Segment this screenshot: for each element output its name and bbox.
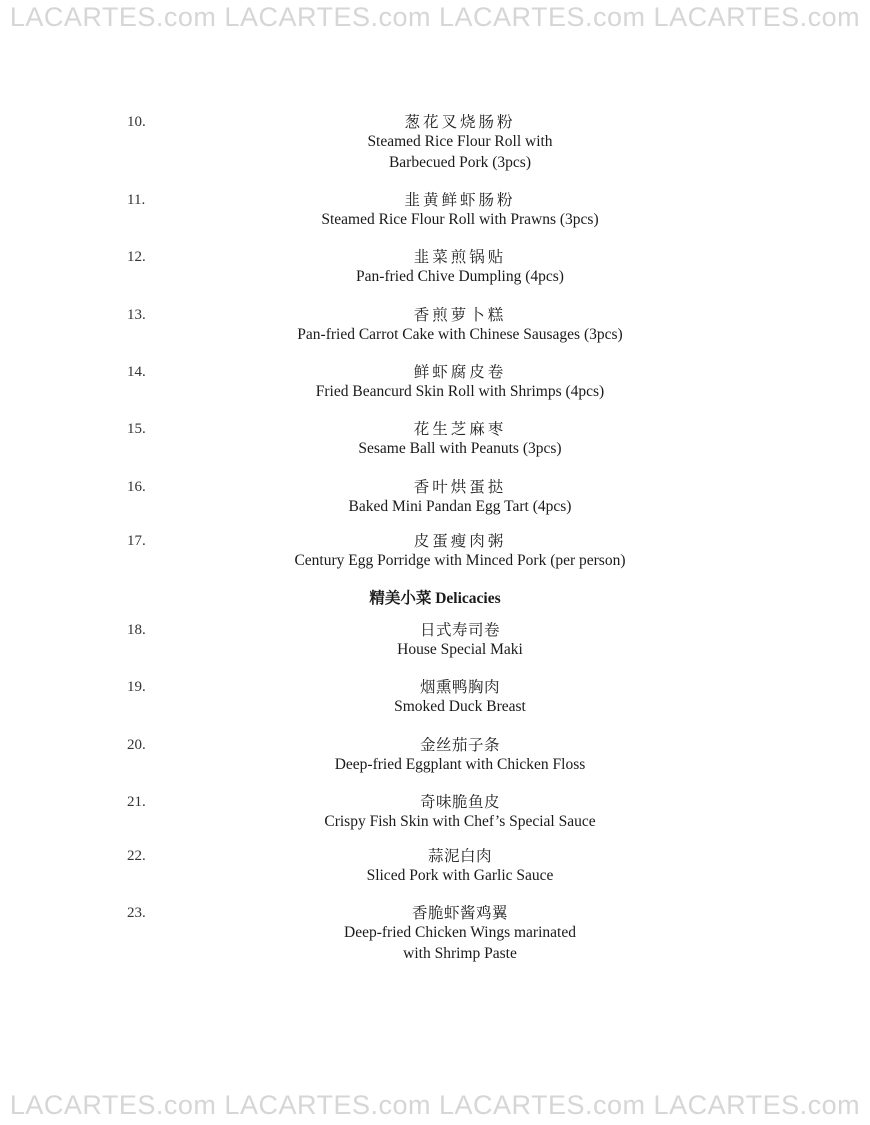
item-name-zh: 金丝茄子条: [419, 736, 500, 754]
item-number: 17.: [127, 533, 146, 549]
item-name-zh: 韭黄鲜虾肠粉: [404, 191, 516, 209]
item-description: [0, 112, 870, 173]
item-name-en: Deep-fried Chicken Wings marinated: [344, 924, 576, 941]
item-number: 22.: [127, 848, 146, 864]
item-name-zh: 韭菜煎锅贴: [413, 248, 507, 266]
section-heading-en: Delicacies: [435, 590, 501, 607]
item-name-en: Fried Beancurd Skin Roll with Shrimps (4pcs): [315, 383, 605, 400]
section-heading-delicacies: [0, 586, 870, 608]
item-name-en: Pan-fried Chive Dumpling (4pcs): [356, 268, 564, 285]
item-description: [0, 362, 870, 403]
item-name-en: Crispy Fish Skin with Chef’s Special Sauce: [324, 813, 596, 830]
item-name-en: Baked Mini Pandan Egg Tart (4pcs): [348, 498, 572, 515]
item-name-en: Smoked Duck Breast: [394, 698, 526, 715]
item-name-zh: 烟熏鸭胸肉: [419, 678, 500, 696]
item-name-en: Deep-fried Eggplant with Chicken Floss: [334, 756, 586, 773]
item-name-zh: 奇味脆鱼皮: [419, 793, 500, 811]
item-description: [0, 477, 870, 518]
item-name-en: Century Egg Porridge with Minced Pork (per person): [294, 552, 626, 569]
item-number: 15.: [127, 421, 146, 437]
item-name-en: Pan-fried Carrot Cake with Chinese Sausages (3pcs): [297, 326, 623, 343]
watermark-top: LACARTES.com LACARTES.com LACARTES.com LACARTES.com: [9, 2, 861, 32]
item-name-zh: 皮蛋瘦肉粥: [413, 532, 507, 550]
item-number: 13.: [127, 307, 146, 323]
item-name-en: with Shrimp Paste: [403, 944, 517, 962]
item-name-zh: 日式寿司卷: [419, 621, 500, 639]
item-name-zh: 蒜泥白肉: [427, 847, 492, 865]
item-number: 23.: [127, 905, 146, 921]
item-description: [0, 419, 870, 460]
item-description: [0, 677, 870, 718]
item-number: 16.: [127, 479, 146, 495]
item-number: 21.: [127, 794, 146, 810]
item-number: 19.: [127, 679, 146, 695]
item-name-en: House Special Maki: [397, 641, 523, 658]
item-name-zh: 花生芝麻枣: [413, 420, 507, 438]
item-number: 10.: [127, 114, 146, 130]
item-number: 11.: [127, 192, 146, 208]
item-name-en: Steamed Rice Flour Roll with: [367, 133, 553, 150]
item-name-zh: 香煎萝卜糕: [413, 306, 507, 324]
item-name-zh: 香脆虾酱鸡翼: [411, 904, 508, 922]
item-name-zh: 香叶烘蛋挞: [413, 478, 507, 496]
item-description: [0, 846, 870, 887]
item-name-zh: 鲜虾腐皮卷: [413, 363, 507, 381]
item-description: [0, 792, 870, 833]
item-description: [0, 531, 870, 572]
item-description: [0, 903, 870, 964]
item-number: 20.: [127, 737, 146, 753]
watermark-bottom: LACARTES.com LACARTES.com LACARTES.com LACARTES.com: [9, 1090, 861, 1120]
item-name-en: Steamed Rice Flour Roll with Prawns (3pcs): [321, 211, 599, 228]
section-heading-zh: 精美小菜: [369, 589, 432, 607]
item-name-en: Sliced Pork with Garlic Sauce: [366, 867, 554, 884]
item-description: [0, 620, 870, 661]
item-name-zh: 葱花叉烧肠粉: [404, 113, 516, 131]
item-name-en: Barbecued Pork (3pcs): [388, 153, 532, 171]
item-description: [0, 735, 870, 776]
item-description: [0, 190, 870, 231]
item-name-en: Sesame Ball with Peanuts (3pcs): [358, 440, 562, 457]
item-description: [0, 305, 870, 346]
item-description: [0, 247, 870, 288]
item-number: 14.: [127, 364, 146, 380]
item-number: 12.: [127, 249, 146, 265]
item-number: 18.: [127, 622, 146, 638]
